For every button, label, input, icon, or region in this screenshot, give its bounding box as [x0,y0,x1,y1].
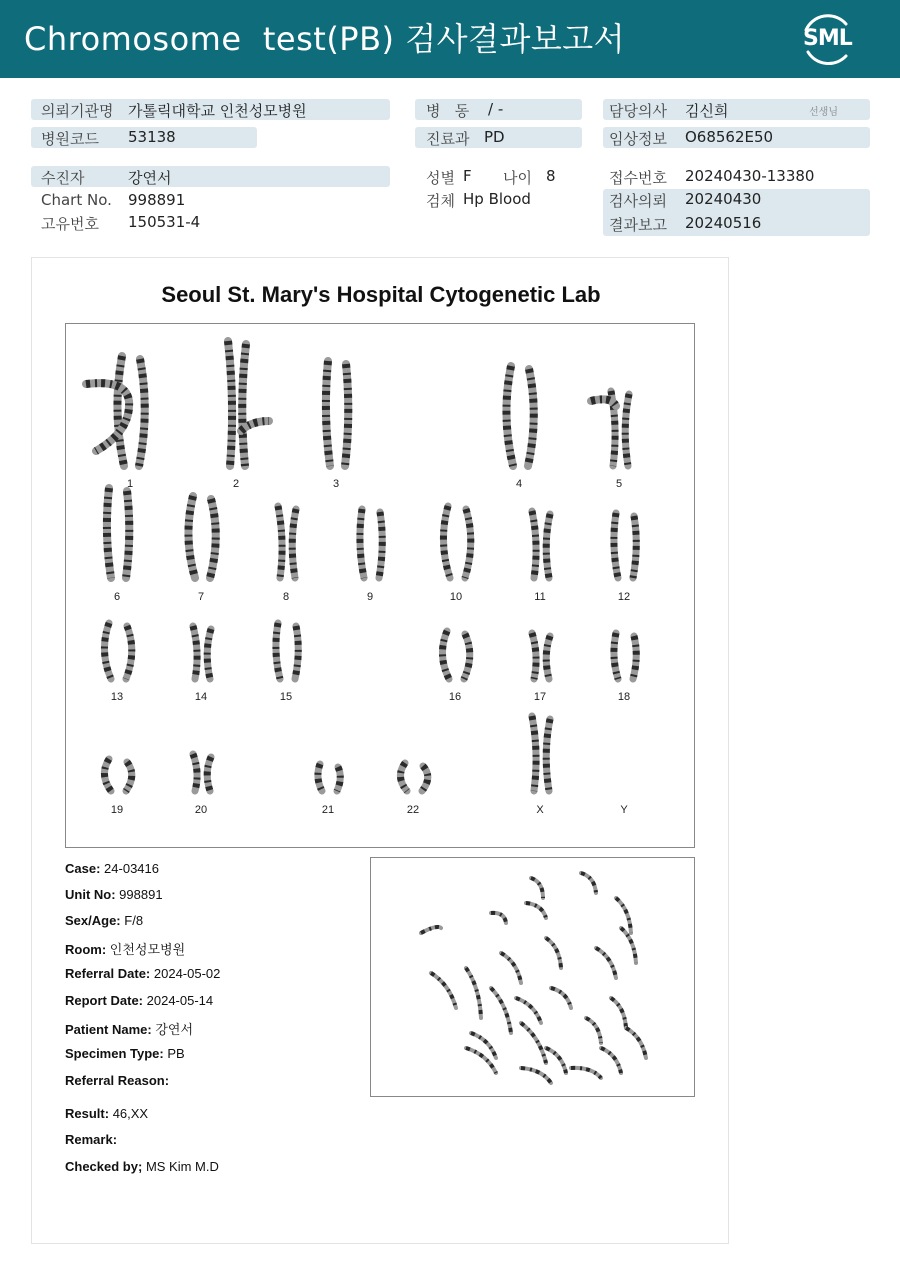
patient-value: 강연서 [128,169,172,187]
report-date-label: 결과보고 [609,216,667,234]
sex-value: F [463,167,472,185]
department-field [415,127,582,148]
chart-no-value: 998891 [128,191,186,209]
metaphase-chromosome [431,973,456,1008]
metaphase-chromosome-bands [516,998,541,1023]
specimen-type-value: PB [167,1046,185,1061]
request-date-label: 검사의뢰 [609,192,667,210]
metaphase-chromosome [531,878,543,898]
result-value: 46,XX [112,1106,149,1121]
chromosome-label: 10 [449,591,463,603]
chromosome-label: 14 [194,691,208,703]
metaphase-panel [370,857,695,1097]
sex-age-field [415,166,582,187]
sex-label: 성별 [426,169,455,187]
unit-label: Unit No: [65,887,116,902]
chromosome-label: 6 [113,591,121,603]
hospital-code-field [31,127,257,148]
ward-label: 병 동 [426,102,470,120]
chromosome-label: 3 [332,478,340,490]
report-date-line [65,993,213,1008]
room-line [65,939,185,958]
metaphase-chromosome-bands [526,903,546,918]
specimen-value: Hp Blood [463,190,531,208]
case-label: Case: [65,861,101,876]
ward-value: / - [488,100,504,118]
room-label: Room: [65,942,107,957]
chromosome-label: 18 [617,691,631,703]
clinical-info-label: 임상정보 [609,130,667,148]
patient-field [31,166,390,187]
chromosome-label: 1 [126,478,134,490]
result-label: Result: [65,1106,110,1121]
case-line [65,861,159,876]
referral-reason-label: Referral Reason: [65,1073,170,1088]
sexage-value: F/8 [124,913,144,928]
chromosome-label: 4 [515,478,523,490]
patient-name-line [65,1019,193,1038]
receipt-no-label: 접수번호 [609,169,667,187]
patient-name-value: 강연서 [155,1022,194,1037]
request-date-value: 20240430 [685,190,762,208]
referral-date-value: 2024-05-02 [153,966,221,981]
age-label: 나이 [503,169,532,187]
chromosome-right [546,636,550,679]
chromosome-label: 15 [279,691,293,703]
doctor-field [603,99,870,120]
report-date-label-2: Report Date: [65,993,144,1008]
specimen-label: 검체 [426,192,455,210]
result-line [65,1106,148,1121]
chromosome-label: X [536,804,544,816]
logo-text: SML [803,26,852,51]
chromosome-label: 11 [534,591,546,603]
karyotype-panel [65,323,695,848]
chromosome-label: 17 [533,691,547,703]
specimen-type-line [65,1046,185,1061]
metaphase-chromosome-bands [421,927,441,933]
chromosome-label: 2 [232,478,240,490]
receipt-no-field [603,166,870,187]
department-value: PD [484,128,505,146]
specimen-type-label: Specimen Type: [65,1046,164,1061]
metaphase-chromosome [516,998,541,1023]
header-bar [0,0,900,78]
referral-reason-line [65,1073,169,1088]
metaphase-chromosome [521,1023,546,1063]
chromosome-label: 19 [110,804,124,816]
institution-label: 의뢰기관명 [41,102,114,120]
doctor-value: 김신희 [685,102,729,120]
referral-date-line [65,966,220,981]
doctor-suffix: 선생님 [809,107,838,118]
chromosome-label: 13 [110,691,124,703]
institution-value: 가톨릭대학교 인천성모병원 [128,102,307,120]
hospital-code-value: 53138 [128,128,176,146]
hospital-code-label: 병원코드 [41,130,99,148]
chromosome-right [126,491,129,578]
age-value: 8 [546,167,556,185]
checked-line [65,1159,219,1174]
patient-label: 수진자 [41,169,85,187]
chart-no-field [31,190,390,211]
receipt-no-value: 20240430-13380 [685,167,815,185]
unique-no-value: 150531-4 [128,213,201,231]
metaphase-chromosome [471,1033,496,1058]
unit-line [65,887,163,902]
unique-no-field [31,212,390,233]
clinical-info-value: O68562E50 [685,128,774,146]
chromosome-left-bands [228,341,232,466]
chromosome-label: 8 [282,591,290,603]
karyotype-chromosomes [66,324,694,847]
unique-no-label: 고유번호 [41,215,99,233]
dates-block [603,189,870,236]
sml-logo [796,12,856,66]
chromosome-label: 22 [406,804,420,816]
metaphase-chromosome [491,988,511,1033]
department-label: 진료과 [426,130,470,148]
chromosome-left-bands [614,513,618,578]
referral-date-label: Referral Date: [65,966,151,981]
report-date-value: 20240516 [685,214,762,232]
remark-line [65,1132,117,1147]
ward-field [415,99,582,120]
chromosome-label: 12 [617,591,631,603]
chromosome-label: Y [620,804,628,816]
remark-label: Remark: [65,1132,118,1147]
chart-no-label: Chart No. [41,191,112,209]
chromosome-label: 21 [321,804,335,816]
specimen-field [415,189,582,210]
case-value: 24-03416 [104,861,159,876]
clinical-info-field [603,127,870,148]
chromosome-right-bands [546,514,550,578]
checked-label: Checked by; [65,1159,143,1174]
page-title: Chromosome test(PB) 검사결과보고서 [24,20,626,58]
chromosome-label: 7 [197,591,205,603]
chromosome-label: 9 [366,591,374,603]
checked-value: MS Kim M.D [145,1159,219,1174]
chromosome-left [532,716,536,791]
sexage-label: Sex/Age: [65,913,121,928]
unit-value: 998891 [119,887,163,902]
chromosome-right [633,636,636,679]
patient-name-label: Patient Name: [65,1022,152,1037]
report-date-value-2: 2024-05-14 [146,993,214,1008]
metaphase-spread [371,858,694,1096]
lab-title: Seoul St. Mary's Hospital Cytogenetic Lab [161,282,601,307]
doctor-label: 담당의사 [609,102,667,120]
metaphase-chromosome [521,1068,551,1083]
institution-field [31,99,390,120]
room-value: 인천성모병원 [109,942,186,957]
chromosome-label: 20 [194,804,208,816]
chromosome-label: 5 [615,478,623,490]
metaphase-chromosome-bands [471,1033,496,1058]
chromosome-label: 16 [448,691,462,703]
sexage-line [65,913,143,928]
